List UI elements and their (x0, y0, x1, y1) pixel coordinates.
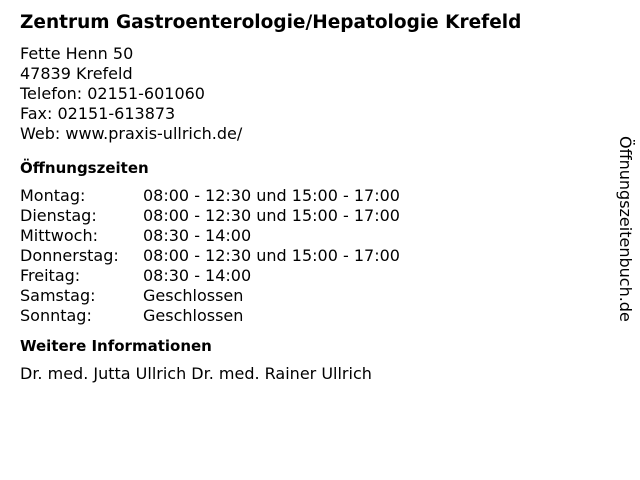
hours-row-friday (20, 266, 600, 286)
more-info-text: Dr. med. Jutta Ullrich Dr. med. Rainer Ullrich (20, 364, 372, 383)
hours-day: Dienstag: (20, 206, 97, 225)
address-phone: Telefon: 02151-601060 (20, 84, 205, 103)
hours-row-monday (20, 186, 600, 206)
hours-heading: Öffnungszeiten (20, 159, 149, 177)
hours-row-saturday (20, 286, 600, 306)
practice-info-card (20, 10, 600, 384)
hours-time: 08:00 - 12:30 und 15:00 - 17:00 (143, 186, 400, 205)
address-fax: Fax: 02151-613873 (20, 104, 176, 123)
address-street: Fette Henn 50 (20, 44, 134, 63)
address-web: Web: www.praxis-ullrich.de/ (20, 124, 243, 143)
hours-time: 08:30 - 14:00 (143, 226, 252, 245)
hours-time: 08:00 - 12:30 und 15:00 - 17:00 (143, 206, 400, 225)
hours-row-tuesday (20, 206, 600, 226)
hours-time: Geschlossen (143, 306, 244, 325)
hours-time: Geschlossen (143, 286, 244, 305)
page-title: Zentrum Gastroenterologie/Hepatologie Krefeld (20, 12, 522, 33)
hours-row-wednesday (20, 226, 600, 246)
hours-day: Donnerstag: (20, 246, 119, 265)
address-block (20, 44, 600, 144)
hours-day: Samstag: (20, 286, 96, 305)
more-info-heading: Weitere Informationen (20, 337, 212, 355)
hours-row-thursday (20, 246, 600, 266)
hours-day: Mittwoch: (20, 226, 98, 245)
hours-time: 08:30 - 14:00 (143, 266, 252, 285)
hours-row-sunday (20, 306, 600, 326)
address-city: 47839 Krefeld (20, 64, 133, 83)
side-brand-label: Öffnungszeitenbuch.de (616, 136, 635, 322)
opening-hours-table (20, 186, 600, 326)
hours-day: Freitag: (20, 266, 81, 285)
hours-time: 08:00 - 12:30 und 15:00 - 17:00 (143, 246, 400, 265)
hours-day: Sonntag: (20, 306, 92, 325)
hours-day: Montag: (20, 186, 86, 205)
